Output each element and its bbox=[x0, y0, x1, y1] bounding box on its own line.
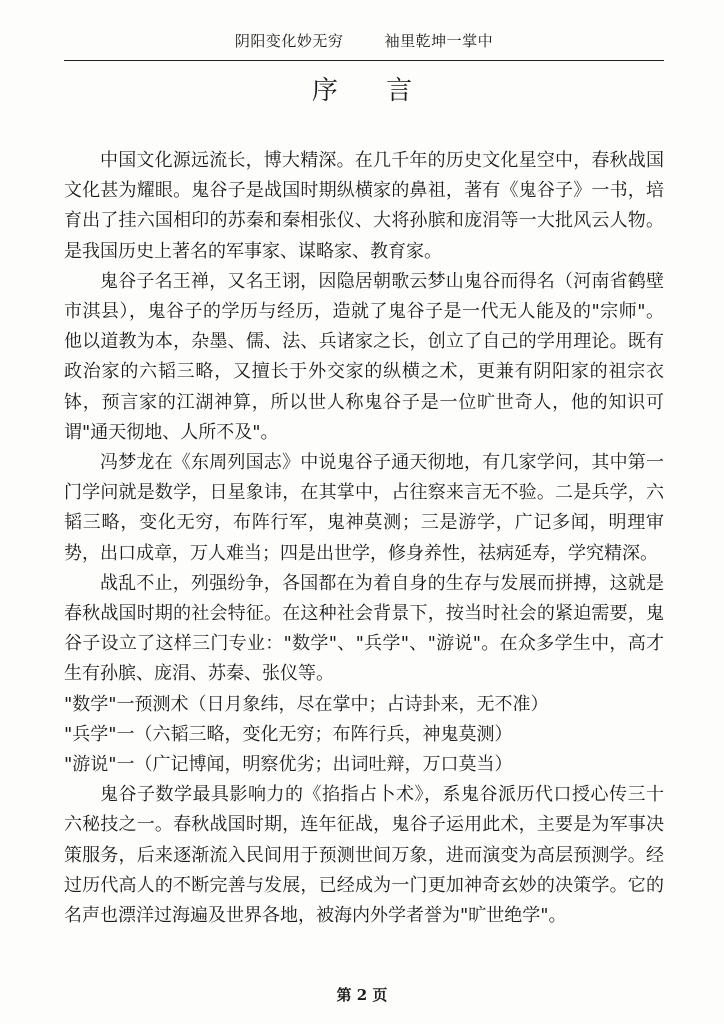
list-item-bingxue: "兵学"一（六韬三略，变化无穷；布阵行兵，神鬼莫测） bbox=[64, 723, 513, 745]
header-right-text: 袖里乾坤一掌中 bbox=[384, 32, 494, 50]
paragraph-biography: 鬼谷子名王禅，又名王诩，因隐居朝歌云梦山鬼谷而得名（河南省鹤壁市淇县），鬼谷子的学历与经历，造就了鬼谷子是一代无人能及的"宗师"。他以道教为本，杂墨、儒、法、兵诸家之长，创立了自己的学用理论。既有政治家的六韬三略，又擅长于外交家的纵横之术，更兼有阴阳家的祖宗衣钵，预言家的江湖神算，所以世人称鬼谷子是一位旷世奇人，他的知识可谓"通天彻地、人所不及"。 bbox=[64, 270, 664, 443]
list-item-shuxue: "数学"一预测术（日月象纬，尽在掌中；占诗卦来，无不准） bbox=[64, 693, 549, 715]
preface-body bbox=[64, 146, 664, 931]
paragraph-divination: 鬼谷子数学最具影响力的《掐指占卜术》，系鬼谷派历代口授心传三十六秘技之一。春秋战国时期，连年征战，鬼谷子运用此术，主要是为军事决策服务，后来逐渐流入民间用于预测世间万象，进而演变为高层预测学。经过历代高人的不断完善与发展，已经成为一门更加神奇玄妙的决策学。它的名声也漂洋过海遍及世界各地，被海内外学者誉为"旷世绝学"。 bbox=[64, 784, 664, 927]
page-title: 序 言 bbox=[311, 76, 433, 106]
header-left-text: 阴阳变化妙无穷 bbox=[234, 32, 344, 50]
page-number: 第 2 页 bbox=[336, 986, 388, 1004]
paragraph-three-majors: 战乱不止，列强纷争，各国都在为着自身的生存与发展而拼搏，这就是春秋战国时期的社会特征。在这种社会背景下，按当时社会的紧迫需要，鬼谷子设立了这样三门专业："数学"、"兵学"、"游说"。在众多学生中，高才生有孙膑、庞涓、苏秦、张仪等。 bbox=[64, 572, 664, 685]
list-item-youshui: "游说"一（广记博闻，明察优劣；出词吐辩，万口莫当） bbox=[64, 754, 513, 776]
running-header bbox=[64, 30, 664, 60]
header-divider bbox=[64, 60, 664, 61]
paragraph-intro: 中国文化源远流长，博大精深。在几千年的历史文化星空中，春秋战国文化甚为耀眼。鬼谷子是战国时期纵横家的鼻祖，著有《鬼谷子》一书，培育出了挂六国相印的苏秦和秦相张仪、大将孙膑和庞涓等一大批风云人物。是我国历史上著名的军事家、谋略家、教育家。 bbox=[64, 150, 664, 262]
paragraph-four-disciplines: 冯梦龙在《东周列国志》中说鬼谷子通天彻地，有几家学问，其中第一门学问就是数学，日星象讳，在其掌中，占往察来言无不验。二是兵学，六韬三略，变化无穷，布阵行军，鬼神莫测；三是游学，广记多闻，明理审势，出口成章，万人难当；四是出世学，修身养性，祛病延寿，学究精深。 bbox=[64, 452, 664, 564]
